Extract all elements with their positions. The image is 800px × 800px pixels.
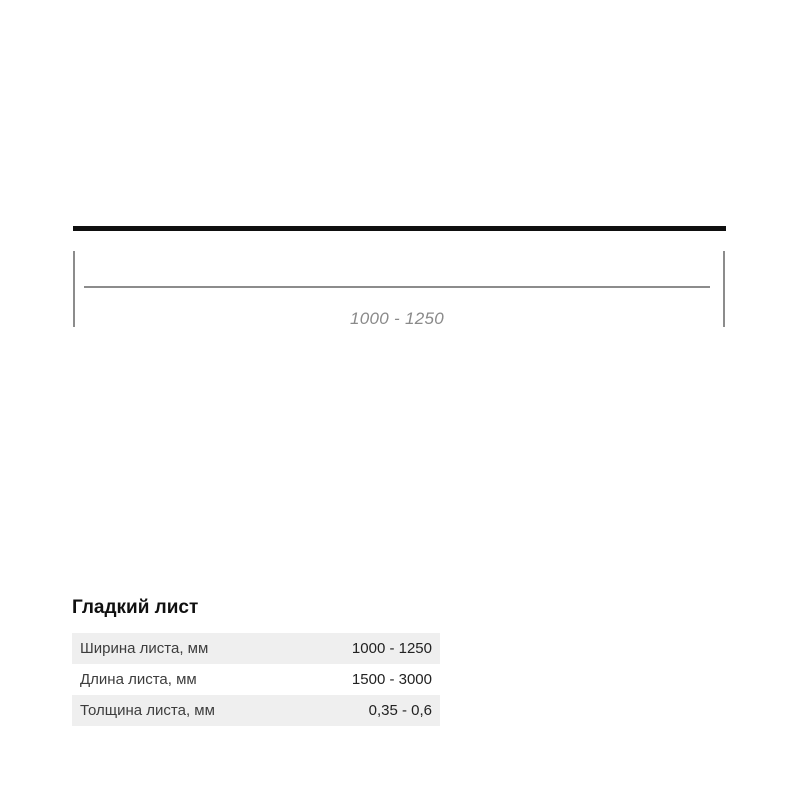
dimension-tick-right [723, 251, 725, 327]
section-title: Гладкий лист [72, 597, 199, 618]
row-value: 0,35 - 0,6 [368, 702, 432, 719]
sheet-profile-line [73, 226, 726, 231]
dimension-tick-left [73, 251, 75, 327]
dimension-line [84, 286, 710, 288]
row-label: Ширина листа, мм [80, 640, 209, 657]
row-value: 1500 - 3000 [351, 671, 432, 688]
row-label: Длина листа, мм [80, 671, 197, 688]
table-row [72, 664, 440, 695]
table-row [72, 633, 440, 664]
table-row [72, 695, 440, 726]
row-value: 1000 - 1250 [351, 640, 432, 657]
spec-table [72, 633, 440, 726]
dimension-width-label: 1000 - 1250 [349, 309, 445, 328]
row-label: Толщина листа, мм [80, 702, 215, 719]
